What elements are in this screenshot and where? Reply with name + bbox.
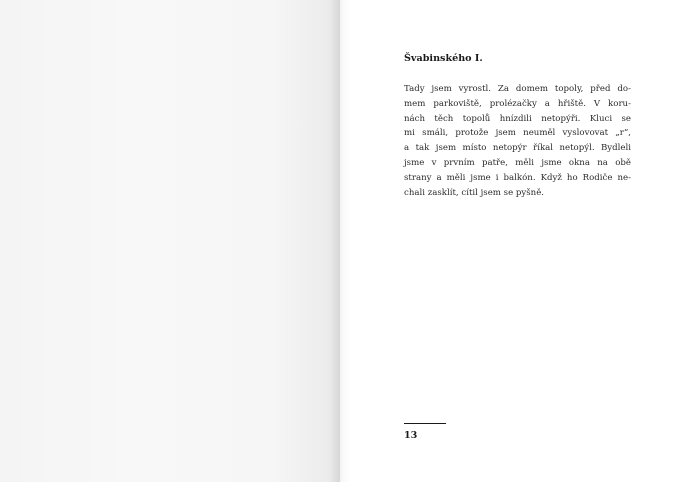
right-page [340,0,680,482]
text-line: nách těch topolů hnízdili netopýři. Kluci se [404,113,631,124]
text-line: jsme v prvním patře, měli jsme okna na obě [404,157,631,168]
footer-rule [404,423,446,424]
text-line: mem parkoviště, prolézačky a hřiště. V koru- [404,98,631,109]
text-line: strany a měli jsme i balkón. Když ho Rodiče ne- [404,172,631,183]
text-line: mi smáli, protože jsem neuměl vyslovovat „r“, [404,128,631,139]
text-line: a tak jsem místo netopýr říkal netopýl. Bydleli [404,143,631,154]
body-paragraph [404,82,631,200]
book-gutter [330,0,352,482]
chapter-title: Švabinského I. [404,53,483,64]
page-number: 13 [404,430,418,441]
text-line: Tady jsem vyrostl. Za domem topoly, před do- [404,84,631,94]
text-line: chali zasklít, cítil jsem se pyšně. [404,187,545,198]
